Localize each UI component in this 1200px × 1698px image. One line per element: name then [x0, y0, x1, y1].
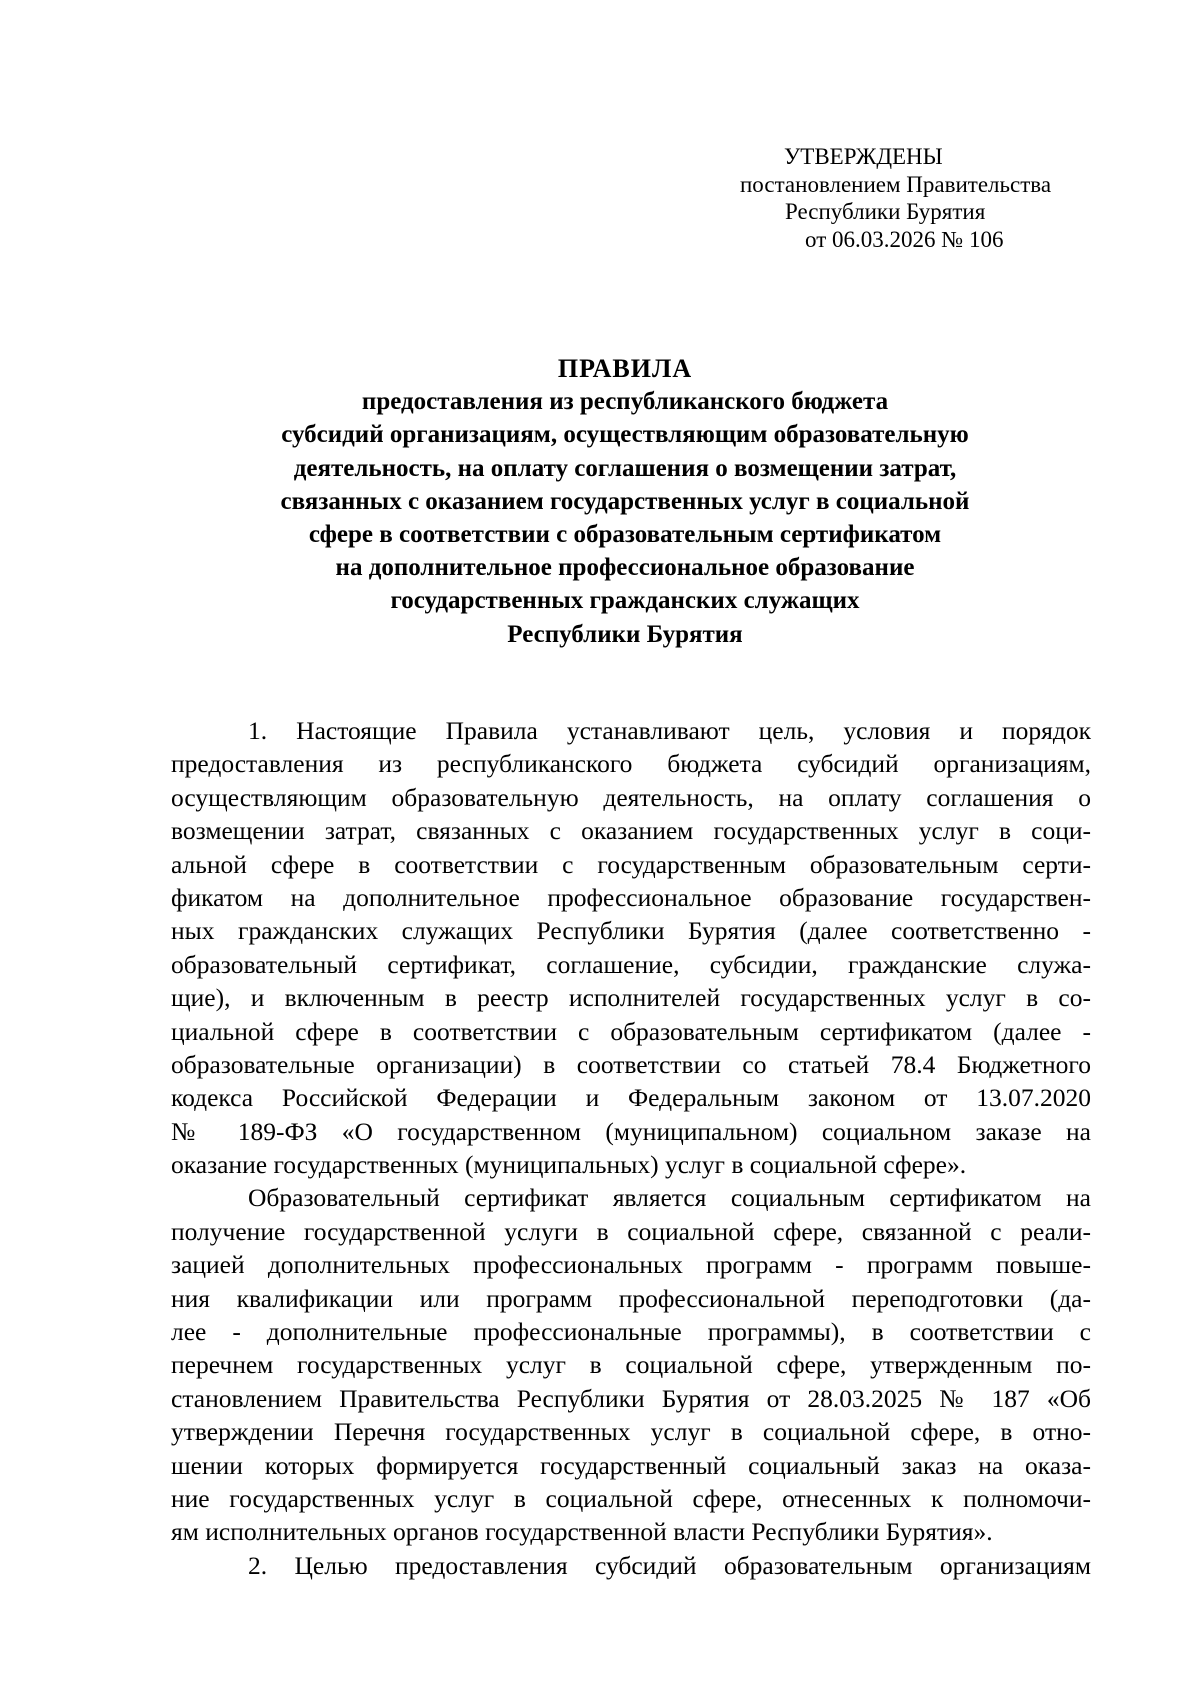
paragraph-line: щие), и включенным в реестр исполнителей государственных услуг в со- — [171, 983, 1091, 1013]
paragraph-line: 2. Целью предоставления субсидий образовательным организациям — [248, 1550, 1091, 1580]
paragraph-line: лее - дополнительные профессиональные программы), в соответствии с — [171, 1317, 1091, 1347]
paragraph-line: кодекса Российской Федерации и Федеральным законом от 13.07.2020 — [171, 1083, 1091, 1113]
paragraph-line: оказание государственных (муниципальных) услуг в социальной сфере». — [171, 1150, 967, 1180]
title-line: сфере в соответствии с образовательным сертификатом — [308, 521, 942, 549]
paragraph-line: образовательные организации) в соответствии со статьей 78.4 Бюджетного — [171, 1049, 1091, 1079]
approval-date-number: от 06.03.2026 № 106 — [805, 226, 1004, 252]
paragraph-line: образовательный сертификат, соглашение, субсидии, гражданские служа- — [171, 949, 1091, 979]
title-line: субсидий организациям, осуществляющим образовательную — [281, 421, 969, 449]
title-main: ПРАВИЛА — [557, 354, 693, 383]
paragraph-line: получение государственной услуги в социальной сфере, связанной с реали- — [171, 1216, 1091, 1246]
paragraph-2 — [171, 1181, 1091, 1548]
paragraph-line: ние государственных услуг в социальной сфере, отнесенных к полномочи- — [171, 1483, 1091, 1513]
title-line: государственных гражданских служащих — [390, 587, 860, 615]
paragraph-line: № 189-ФЗ «О государственном (муниципальном) социальном заказе на — [171, 1116, 1091, 1146]
paragraph-3 — [171, 1549, 1091, 1582]
title-line: Республики Бурятия — [507, 620, 743, 648]
paragraph-line: возмещении затрат, связанных с оказанием государственных услуг в соци- — [171, 816, 1091, 846]
document-title — [160, 352, 1090, 651]
paragraph-line: 1. Настоящие Правила устанавливают цель, условия и порядок — [248, 716, 1091, 745]
approval-republic: Республики Бурятия — [785, 199, 986, 224]
paragraph-line: циальной сфере в соответствии с образовательным сертификатом (далее - — [171, 1016, 1091, 1046]
paragraph-line: ям исполнительных органов государственной власти Республики Бурятия». — [171, 1517, 993, 1547]
paragraph-line: становлением Правительства Республики Бурятия от 28.03.2025 № 187 «Об — [171, 1383, 1091, 1413]
paragraph-line: зацией дополнительных профессиональных программ - программ повыше- — [171, 1250, 1091, 1280]
paragraph-line: Образовательный сертификат является социальным сертификатом на — [248, 1183, 1091, 1213]
paragraph-line: ния квалификации или программ профессиональной переподготовки (да- — [171, 1283, 1091, 1313]
approval-approved: УТВЕРЖДЕНЫ — [784, 144, 943, 169]
paragraph-line: утверждении Перечня государственных услуг в социальной сфере, в отно- — [171, 1417, 1091, 1447]
paragraph-line: осуществляющим образовательную деятельность, на оплату соглашения о — [171, 782, 1091, 812]
title-line: на дополнительное профессиональное образование — [335, 554, 915, 582]
paragraph-line: перечнем государственных услуг в социальной сфере, утвержденным по- — [171, 1350, 1091, 1380]
paragraph-line: фикатом на дополнительное профессиональное образование государствен- — [171, 882, 1091, 912]
approval-stamp — [740, 143, 1110, 253]
paragraph-line: шении которых формируется государственный социальный заказ на оказа- — [171, 1450, 1091, 1480]
title-line: связанных с оказанием государственных услуг в социальной — [280, 487, 970, 515]
paragraph-line: ных гражданских служащих Республики Бурятия (далее соответственно - — [171, 916, 1091, 946]
document-body — [171, 714, 1091, 1582]
paragraph-line: альной сфере в соответствии с государственным образовательным серти- — [171, 849, 1091, 879]
approval-by: постановлением Правительства — [740, 171, 1052, 197]
paragraph-line: предоставления из республиканского бюджета субсидий организациям, — [171, 749, 1091, 779]
title-line: деятельность, на оплату соглашения о возмещении затрат, — [293, 454, 957, 482]
paragraph-1 — [171, 714, 1091, 1181]
title-line: предоставления из республиканского бюджета — [361, 388, 889, 416]
